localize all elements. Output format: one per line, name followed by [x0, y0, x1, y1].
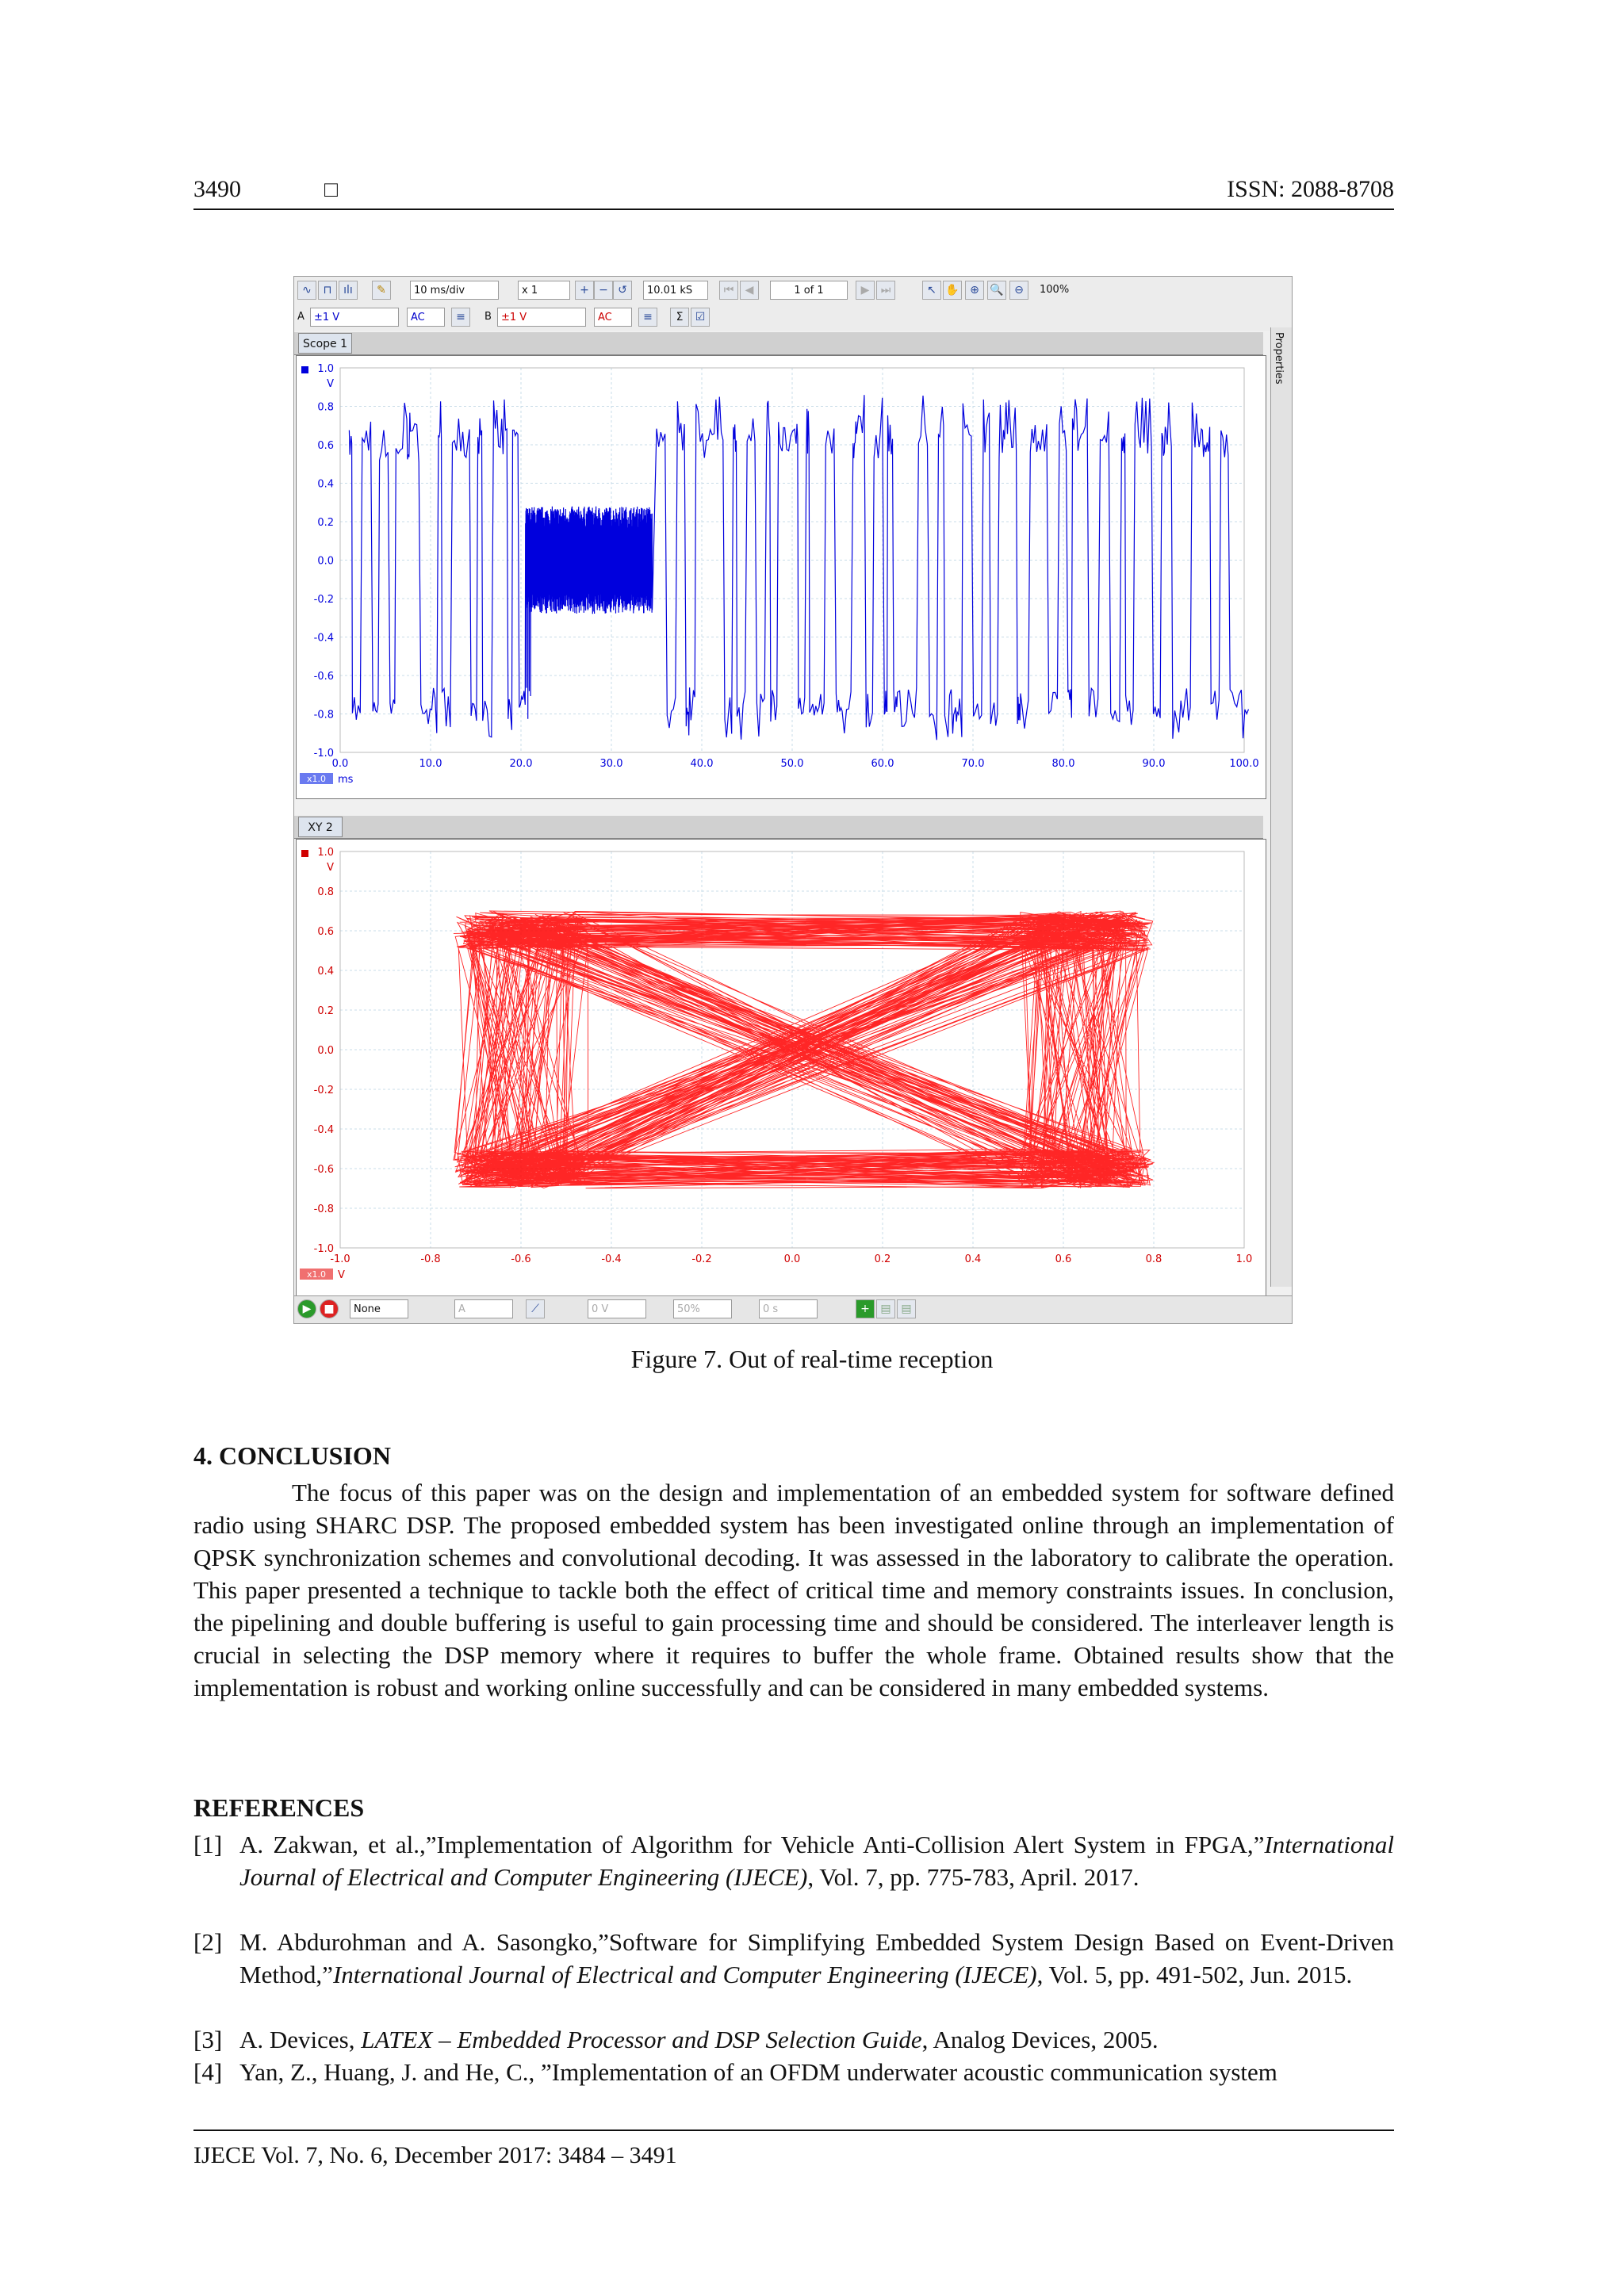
next-page-icon[interactable]: ▶: [856, 281, 875, 300]
math-channels-icon[interactable]: Σ: [670, 308, 689, 327]
edit-measurement-icon[interactable]: ▤: [876, 1299, 895, 1318]
xy-plot: [296, 839, 1266, 1297]
trigger-toolbar: [294, 1295, 1292, 1323]
y-tick-label: -0.4: [313, 1124, 334, 1136]
zoom-in-tool-icon[interactable]: 🔍: [987, 281, 1006, 300]
x-tick-label: 10.0: [419, 758, 442, 770]
reference-journal: International Journal of Electrical and Computer Engineering (IJECE): [239, 1831, 1394, 1891]
trigger-mode-select[interactable]: None: [350, 1299, 408, 1318]
delay-field[interactable]: 0 s: [759, 1299, 818, 1318]
reference-item: [193, 2056, 1394, 2088]
x-unit-label: ms: [338, 774, 354, 786]
x-tick-label: 0.8: [1145, 1253, 1162, 1265]
conclusion-paragraph: The focus of this paper was on the design and implementation of an embedded system for software defined radio using SHARC DSP. The proposed embedded system has been investigated online through an implementation of QPSK synchronization schemes and convolutional decoding. It was assessed in the laboratory to calibrate the operation. This paper presented a technique to tackle both the effect of critical time and memory constraints issues. In conclusion, the pipelining and double buffering is useful to gain processing time and should be considered. The interleaver length is crucial in selecting the DSP memory where it requires to buffer the whole frame. Obtained results show that the implementation is robust and working online successfully and can be considered in many embedded systems.: [193, 1479, 1394, 1701]
x-tick-label: -0.8: [420, 1253, 441, 1265]
running-footer: IJECE Vol. 7, No. 6, December 2017: 3484 – 3491: [193, 2142, 677, 2168]
y-unit-label: V: [327, 378, 334, 390]
xy-trace: [454, 911, 1154, 1188]
trigger-channel-select[interactable]: A: [454, 1299, 513, 1318]
x-tick-label: -0.2: [691, 1253, 712, 1265]
x-tick-label: 60.0: [871, 758, 894, 770]
reference-details: , Vol. 7, pp. 775-783, April. 2017.: [807, 1863, 1139, 1891]
reference-item: [193, 1926, 1394, 1991]
trigger-level-field[interactable]: 0 V: [588, 1299, 646, 1318]
scope-chart: [297, 356, 1264, 797]
reference-details: , Vol. 5, pp. 491-502, Jun. 2015.: [1036, 1961, 1353, 1988]
y-tick-label: 0.4: [317, 478, 334, 491]
reference-number: [3]: [193, 2026, 223, 2053]
x-tick-label: 20.0: [509, 758, 533, 770]
y-tick-label: 0.6: [317, 440, 334, 452]
tab-xy-2[interactable]: XY 2: [298, 817, 343, 837]
undo-zoom-icon[interactable]: ↺: [613, 281, 632, 300]
x-tick-label: 0.0: [331, 758, 349, 770]
y-tick-label: -1.0: [313, 1243, 334, 1255]
x-tick-label: 80.0: [1051, 758, 1075, 770]
hand-icon[interactable]: ✋: [943, 281, 962, 300]
y-tick-label: -0.2: [313, 1085, 334, 1096]
channel-a-options-icon[interactable]: ≡: [451, 308, 470, 327]
run-button[interactable]: ▶: [297, 1299, 316, 1318]
y-tick-label: 0.2: [317, 517, 334, 529]
x-tick-label: 100.0: [1229, 758, 1259, 770]
x-tick-label: 30.0: [599, 758, 623, 770]
stop-button[interactable]: ■: [320, 1299, 339, 1318]
channel-b-options-icon[interactable]: ≡: [638, 308, 657, 327]
persistence-mode-icon[interactable]: ⊓: [318, 281, 337, 300]
reference-text: M. Abdurohman and A. Sasongko,”Software for Simplifying Embedded System Design Based on Event-Driven Method,”: [239, 1928, 1394, 1988]
channel-a-label: A: [297, 311, 304, 323]
probe-icon[interactable]: ✎: [372, 281, 391, 300]
scale-badge-label: x1.0: [306, 1269, 327, 1280]
channel-a-coupling[interactable]: AC: [407, 308, 445, 327]
x-tick-label: 70.0: [961, 758, 985, 770]
reference-number: [2]: [193, 1928, 223, 1956]
spectrum-mode-icon[interactable]: ılı: [339, 281, 358, 300]
prev-page-icon[interactable]: ◀: [740, 281, 759, 300]
reference-text: Yan, Z., Huang, J. and He, C., ”Implementation of an OFDM underwater acoustic communication system: [239, 2058, 1277, 2086]
reference-text: A. Zakwan, et al.,”Implementation of Algorithm for Vehicle Anti-Collision Alert System in FPGA,”: [239, 1831, 1265, 1858]
xy-chart: [297, 840, 1264, 1295]
y-tick-label: 0.6: [317, 926, 334, 938]
y-tick-label: 0.8: [317, 886, 334, 898]
x-tick-label: 40.0: [690, 758, 714, 770]
last-page-icon[interactable]: ⏭: [876, 281, 895, 300]
reference-journal: LATEX – Embedded Processor and DSP Selection Guide: [361, 2026, 922, 2053]
section-heading: 4. CONCLUSION: [193, 1441, 391, 1470]
delete-measurement-icon[interactable]: ▤: [897, 1299, 916, 1318]
box-glyph: □: [324, 178, 338, 202]
scope-plot: [296, 355, 1266, 799]
reference-waveform-icon[interactable]: ☑: [691, 308, 710, 327]
reference-text: A. Devices,: [239, 2026, 362, 2053]
scope-trace: [349, 395, 1248, 740]
x-unit-label: V: [338, 1269, 345, 1281]
channel-toolbar: [294, 304, 1292, 331]
x-tick-label: 0.2: [874, 1253, 891, 1265]
y-tick-label: -0.8: [313, 1203, 334, 1215]
x-tick-label: -1.0: [330, 1253, 350, 1265]
y-tick-label: -0.4: [313, 632, 334, 645]
running-header: [193, 176, 1394, 211]
y-tick-label: 0.2: [317, 1005, 334, 1017]
y-tick-label: -0.6: [313, 671, 334, 683]
channel-b-range[interactable]: ±1 V: [497, 308, 586, 327]
x-tick-label: 0.6: [1055, 1253, 1072, 1265]
scope-mode-icon[interactable]: ∿: [297, 281, 316, 300]
zoom-out-button[interactable]: −: [594, 281, 613, 300]
y-tick-label: -0.8: [313, 709, 334, 721]
y-unit-label: V: [327, 862, 334, 874]
tab-scope-1[interactable]: Scope 1: [298, 333, 352, 354]
issn: ISSN: 2088-8708: [1227, 176, 1394, 202]
zoom-tool-icon[interactable]: ⊕: [965, 281, 984, 300]
x-tick-label: -0.6: [511, 1253, 531, 1265]
y-tick-label: 1.0: [317, 363, 334, 375]
channel-marker: [301, 850, 308, 857]
channel-marker: [301, 366, 308, 373]
rising-edge-icon[interactable]: ⟋: [526, 1299, 545, 1318]
y-tick-label: -0.6: [313, 1164, 334, 1176]
y-tick-label: 0.0: [317, 1045, 334, 1057]
reference-journal: International Journal of Electrical and Computer Engineering (IJECE): [332, 1961, 1037, 1988]
zoom-in-button[interactable]: +: [575, 281, 594, 300]
channel-b-coupling[interactable]: AC: [594, 308, 632, 327]
figure-caption: Figure 7. Out of real-time reception: [630, 1345, 994, 1373]
reference-number: [1]: [193, 1831, 223, 1858]
y-tick-label: 0.0: [317, 555, 334, 568]
x-tick-label: 90.0: [1142, 758, 1166, 770]
x-tick-label: -0.4: [601, 1253, 622, 1265]
properties-panel[interactable]: [1270, 327, 1292, 1287]
channel-a-range[interactable]: ±1 V: [310, 308, 399, 327]
pretrigger-field[interactable]: 50%: [673, 1299, 732, 1318]
pointer-icon[interactable]: ↖: [922, 281, 941, 300]
footer-rule: [193, 2130, 1394, 2131]
y-tick-label: 0.8: [317, 401, 334, 414]
scale-badge-label: x1.0: [306, 774, 327, 784]
zoom-select[interactable]: x 1: [518, 281, 570, 300]
oscilloscope-window: [293, 276, 1293, 1324]
header-rule: [193, 209, 1394, 210]
y-tick-label: -1.0: [313, 748, 334, 760]
main-toolbar: [294, 277, 1292, 304]
timebase-select[interactable]: 10 ms/div: [410, 281, 499, 300]
zoom-out-tool-icon[interactable]: ⊖: [1009, 281, 1028, 300]
x-tick-label: 0.4: [964, 1253, 982, 1265]
y-tick-label: -0.2: [313, 594, 334, 606]
y-tick-label: 1.0: [317, 847, 334, 859]
x-tick-label: 0.0: [783, 1253, 801, 1265]
xy-tab-bar: [294, 816, 1263, 839]
samples-field[interactable]: 10.01 kS: [643, 281, 708, 300]
page-field[interactable]: 1 of 1: [770, 281, 848, 300]
reference-number: [4]: [193, 2058, 223, 2086]
x-tick-label: 1.0: [1235, 1253, 1253, 1265]
properties-label: Properties: [1273, 332, 1285, 385]
reference-item: [193, 2023, 1394, 2056]
x-tick-label: 50.0: [780, 758, 804, 770]
reference-item: [193, 1828, 1394, 1893]
add-measurement-button[interactable]: +: [856, 1299, 875, 1318]
first-page-icon[interactable]: ⏮: [719, 281, 738, 300]
zoom-percent: 100%: [1040, 284, 1070, 296]
page-number: 3490: [193, 176, 241, 202]
scope-tab-bar: [294, 332, 1263, 355]
y-tick-label: 0.4: [317, 966, 334, 978]
reference-details: , Analog Devices, 2005.: [921, 2026, 1159, 2053]
channel-b-label: B: [485, 311, 492, 323]
references-heading: REFERENCES: [193, 1793, 365, 1822]
